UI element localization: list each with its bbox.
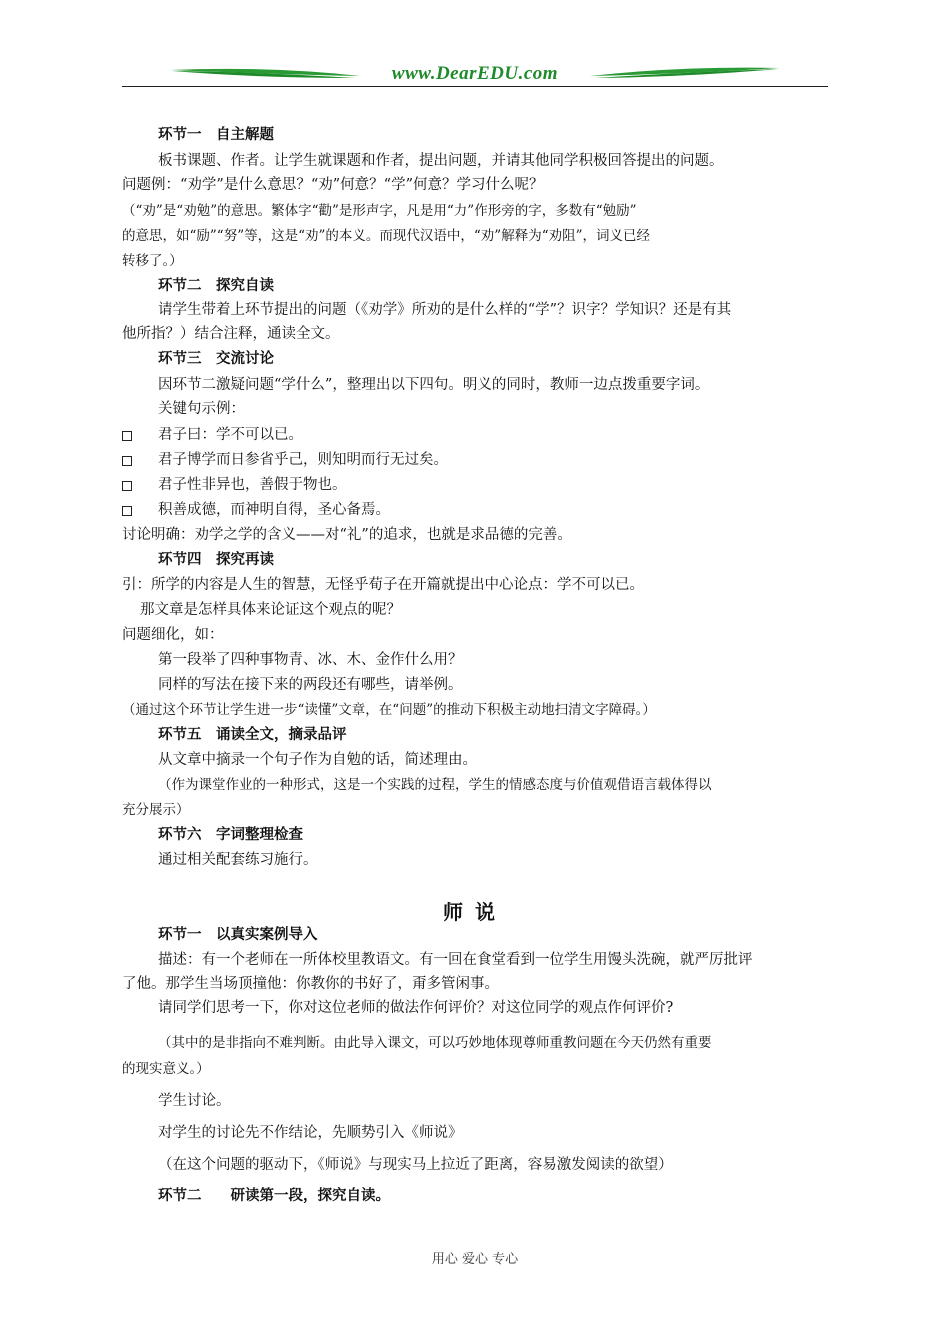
paragraph: 关键句示例： bbox=[158, 401, 245, 417]
paragraph: 对学生的讨论先不作结论，先顺势引入《师说》 bbox=[158, 1125, 463, 1141]
note-line: （其中的是非指向不难判断。由此导入课文，可以巧妙地体现尊师重教问题在今天仍然有重要 bbox=[158, 1035, 712, 1051]
note-line: （作为课堂作业的一种形式，这是一个实践的过程，学生的情感态度与价值观借语言载体得以 bbox=[158, 777, 712, 793]
key-sentence: 君子性非异也，善假于物也。 bbox=[158, 477, 347, 493]
paragraph: 同样的写法在接下来的两段还有哪些，请举例。 bbox=[158, 677, 463, 693]
key-sentence: 君子曰：学不可以已。 bbox=[158, 427, 303, 443]
note-line: （“劝”是“劝勉”的意思。繁体字“勸”是形声字，凡是用“力”作形旁的字，多数有“勉励” bbox=[122, 203, 637, 219]
section-heading: 环节一 以真实案例导入 bbox=[158, 927, 318, 943]
note-line: 充分展示） bbox=[122, 802, 190, 818]
section-heading: 环节三 交流讨论 bbox=[158, 351, 274, 367]
section-heading: 环节二 研读第一段，探究自读。 bbox=[158, 1188, 390, 1204]
key-sentence: 君子博学而日参省乎己，则知明而行无过矣。 bbox=[158, 452, 448, 468]
checkbox-bullet-icon bbox=[122, 431, 132, 441]
header-rule bbox=[122, 86, 828, 87]
paragraph: 描述：有一个老师在一所体校里教语文。有一回在食堂看到一位学生用馒头洗碗，就严厉批评 bbox=[158, 952, 753, 968]
paragraph: 板书课题、作者。让学生就课题和作者，提出问题，并请其他同学积极回答提出的问题。 bbox=[158, 153, 724, 169]
site-logo[interactable]: www.DearEDU.com bbox=[391, 63, 559, 84]
paragraph: 问题例：“劝学”是什么意思？“劝”何意？“学”何意？学习什么呢？ bbox=[122, 177, 544, 193]
note-line: 转移了。） bbox=[122, 253, 183, 269]
lesson-title: 师说 bbox=[443, 900, 507, 924]
paragraph: 因环节二激疑问题“学什么”，整理出以下四句。明义的同时，教师一边点拨重要字词。 bbox=[158, 377, 710, 393]
paragraph: 他所指？）结合注释，通读全文。 bbox=[122, 326, 340, 342]
paragraph: 从文章中摘录一个句子作为自勉的话，简述理由。 bbox=[158, 752, 477, 768]
key-sentence: 积善成德，而神明自得，圣心备焉。 bbox=[158, 502, 390, 518]
section-heading: 环节二 探究自读 bbox=[158, 278, 274, 294]
checkbox-bullet-icon bbox=[122, 456, 132, 466]
paragraph: 问题细化，如： bbox=[122, 627, 224, 643]
paragraph: 讨论明确：劝学之学的含义——对“礼”的追求，也就是求品德的完善。 bbox=[122, 527, 572, 543]
checkbox-bullet-icon bbox=[122, 481, 132, 491]
section-heading: 环节一 自主解题 bbox=[158, 127, 274, 143]
paragraph: 那文章是怎样具体来论证这个观点的呢？ bbox=[140, 602, 401, 618]
checkbox-bullet-icon bbox=[122, 506, 132, 516]
paragraph: （在这个问题的驱动下，《师说》与现实马上拉近了距离，容易激发阅读的欲望） bbox=[158, 1157, 673, 1173]
paragraph: 请同学们思考一下，你对这位老师的做法作何评价？对这位同学的观点作何评价? bbox=[158, 1000, 674, 1016]
note-line: 的意思，如“励”“努”等，这是“劝”的本义。而现代汉语中，“劝”解释为“劝阻”，词义已经 bbox=[122, 228, 651, 244]
paragraph: 学生讨论。 bbox=[158, 1093, 231, 1109]
note-line: 的现实意义。） bbox=[122, 1061, 210, 1077]
section-heading: 环节六 字词整理检查 bbox=[158, 827, 303, 843]
paragraph: 通过相关配套练习施行。 bbox=[158, 852, 318, 868]
header-banner bbox=[120, 62, 830, 88]
paragraph: 了他。那学生当场顶撞他：你教你的书好了，甭多管闲事。 bbox=[122, 976, 499, 992]
note-line: （通过这个环节让学生进一步“读懂”文章，在“问题”的推动下积极主动地扫清文字障碍。） bbox=[122, 702, 656, 718]
section-heading: 环节五 诵读全文，摘录品评 bbox=[158, 727, 347, 743]
paragraph: 请学生带着上环节提出的问题（《劝学》所劝的是什么样的“学”？识字？学知识？还是有其 bbox=[158, 302, 732, 318]
page-footer: 用心 爱心 专心 bbox=[431, 1252, 519, 1267]
paragraph: 引：所学的内容是人生的智慧，无怪乎荀子在开篇就提出中心论点：学不可以已。 bbox=[122, 577, 644, 593]
paragraph: 第一段举了四种事物青、冰、木、金作什么用？ bbox=[158, 652, 463, 668]
section-heading: 环节四 探究再读 bbox=[158, 552, 274, 568]
